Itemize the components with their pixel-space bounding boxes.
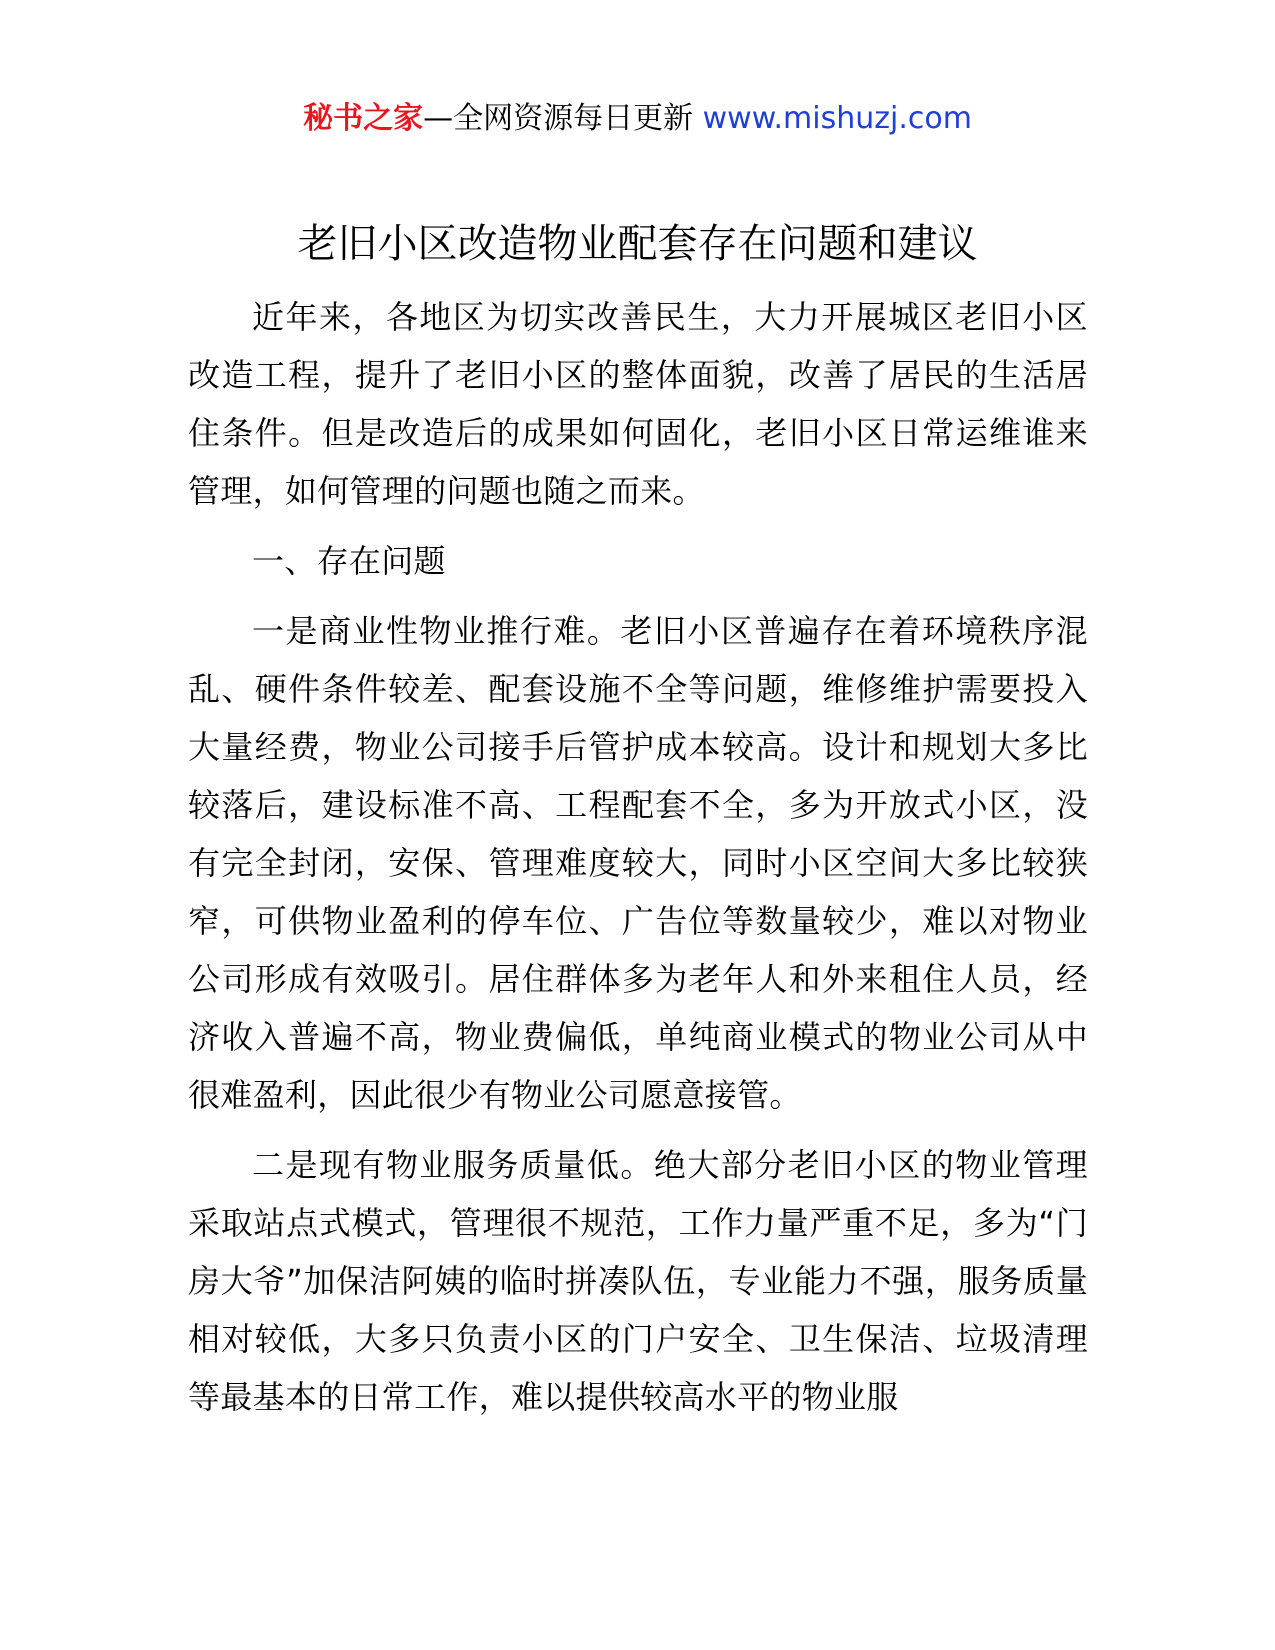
site-header bbox=[0, 96, 1275, 142]
document-body bbox=[188, 288, 1088, 1426]
paragraph-issue-1: 一是商业性物业推行难。老旧小区普遍存在着环境秩序混乱、硬件条件较差、配套设施不全等问题，维修维护需要投入大量经费，物业公司接手后管护成本较高。设计和规划大多比较落后，建设标准不高、工程配套不全，多为开放式小区，没有完全封闭，安保、管理难度较大，同时小区空间大多比较狭窄，可供物业盈利的停车位、广告位等数量较少，难以对物业公司形成有效吸引。居住群体多为老年人和外来租住人员，经济收入普遍不高，物业费偏低，单纯商业模式的物业公司从中很难盈利，因此很少有物业公司愿意接管。 bbox=[188, 612, 1088, 1114]
site-url-link[interactable]: www.mishuzj.com bbox=[702, 101, 972, 136]
paragraph-intro: 近年来，各地区为切实改善民生，大力开展城区老旧小区改造工程，提升了老旧小区的整体面貌，改善了居民的生活居住条件。但是改造后的成果如何固化，老旧小区日常运维谁来管理，如何管理的问题也随之而来。 bbox=[188, 298, 1088, 510]
site-slogan: —全网资源每日更新 bbox=[423, 101, 694, 136]
paragraph-issue-2: 二是现有物业服务质量低。绝大部分老旧小区的物业管理采取站点式模式，管理很不规范，工作力量严重不足，多为“门房大爷”加保洁阿姨的临时拼凑队伍，专业能力不强，服务质量相对较低，大多只负责小区的门户安全、卫生保洁、垃圾清理等最基本的日常工作，难以提供较高水平的物业服 bbox=[188, 1146, 1088, 1416]
document-title: 老旧小区改造物业配套存在问题和建议 bbox=[297, 221, 978, 267]
site-brand: 秘书之家 bbox=[303, 101, 424, 136]
section-heading: 一、存在问题 bbox=[252, 542, 446, 580]
